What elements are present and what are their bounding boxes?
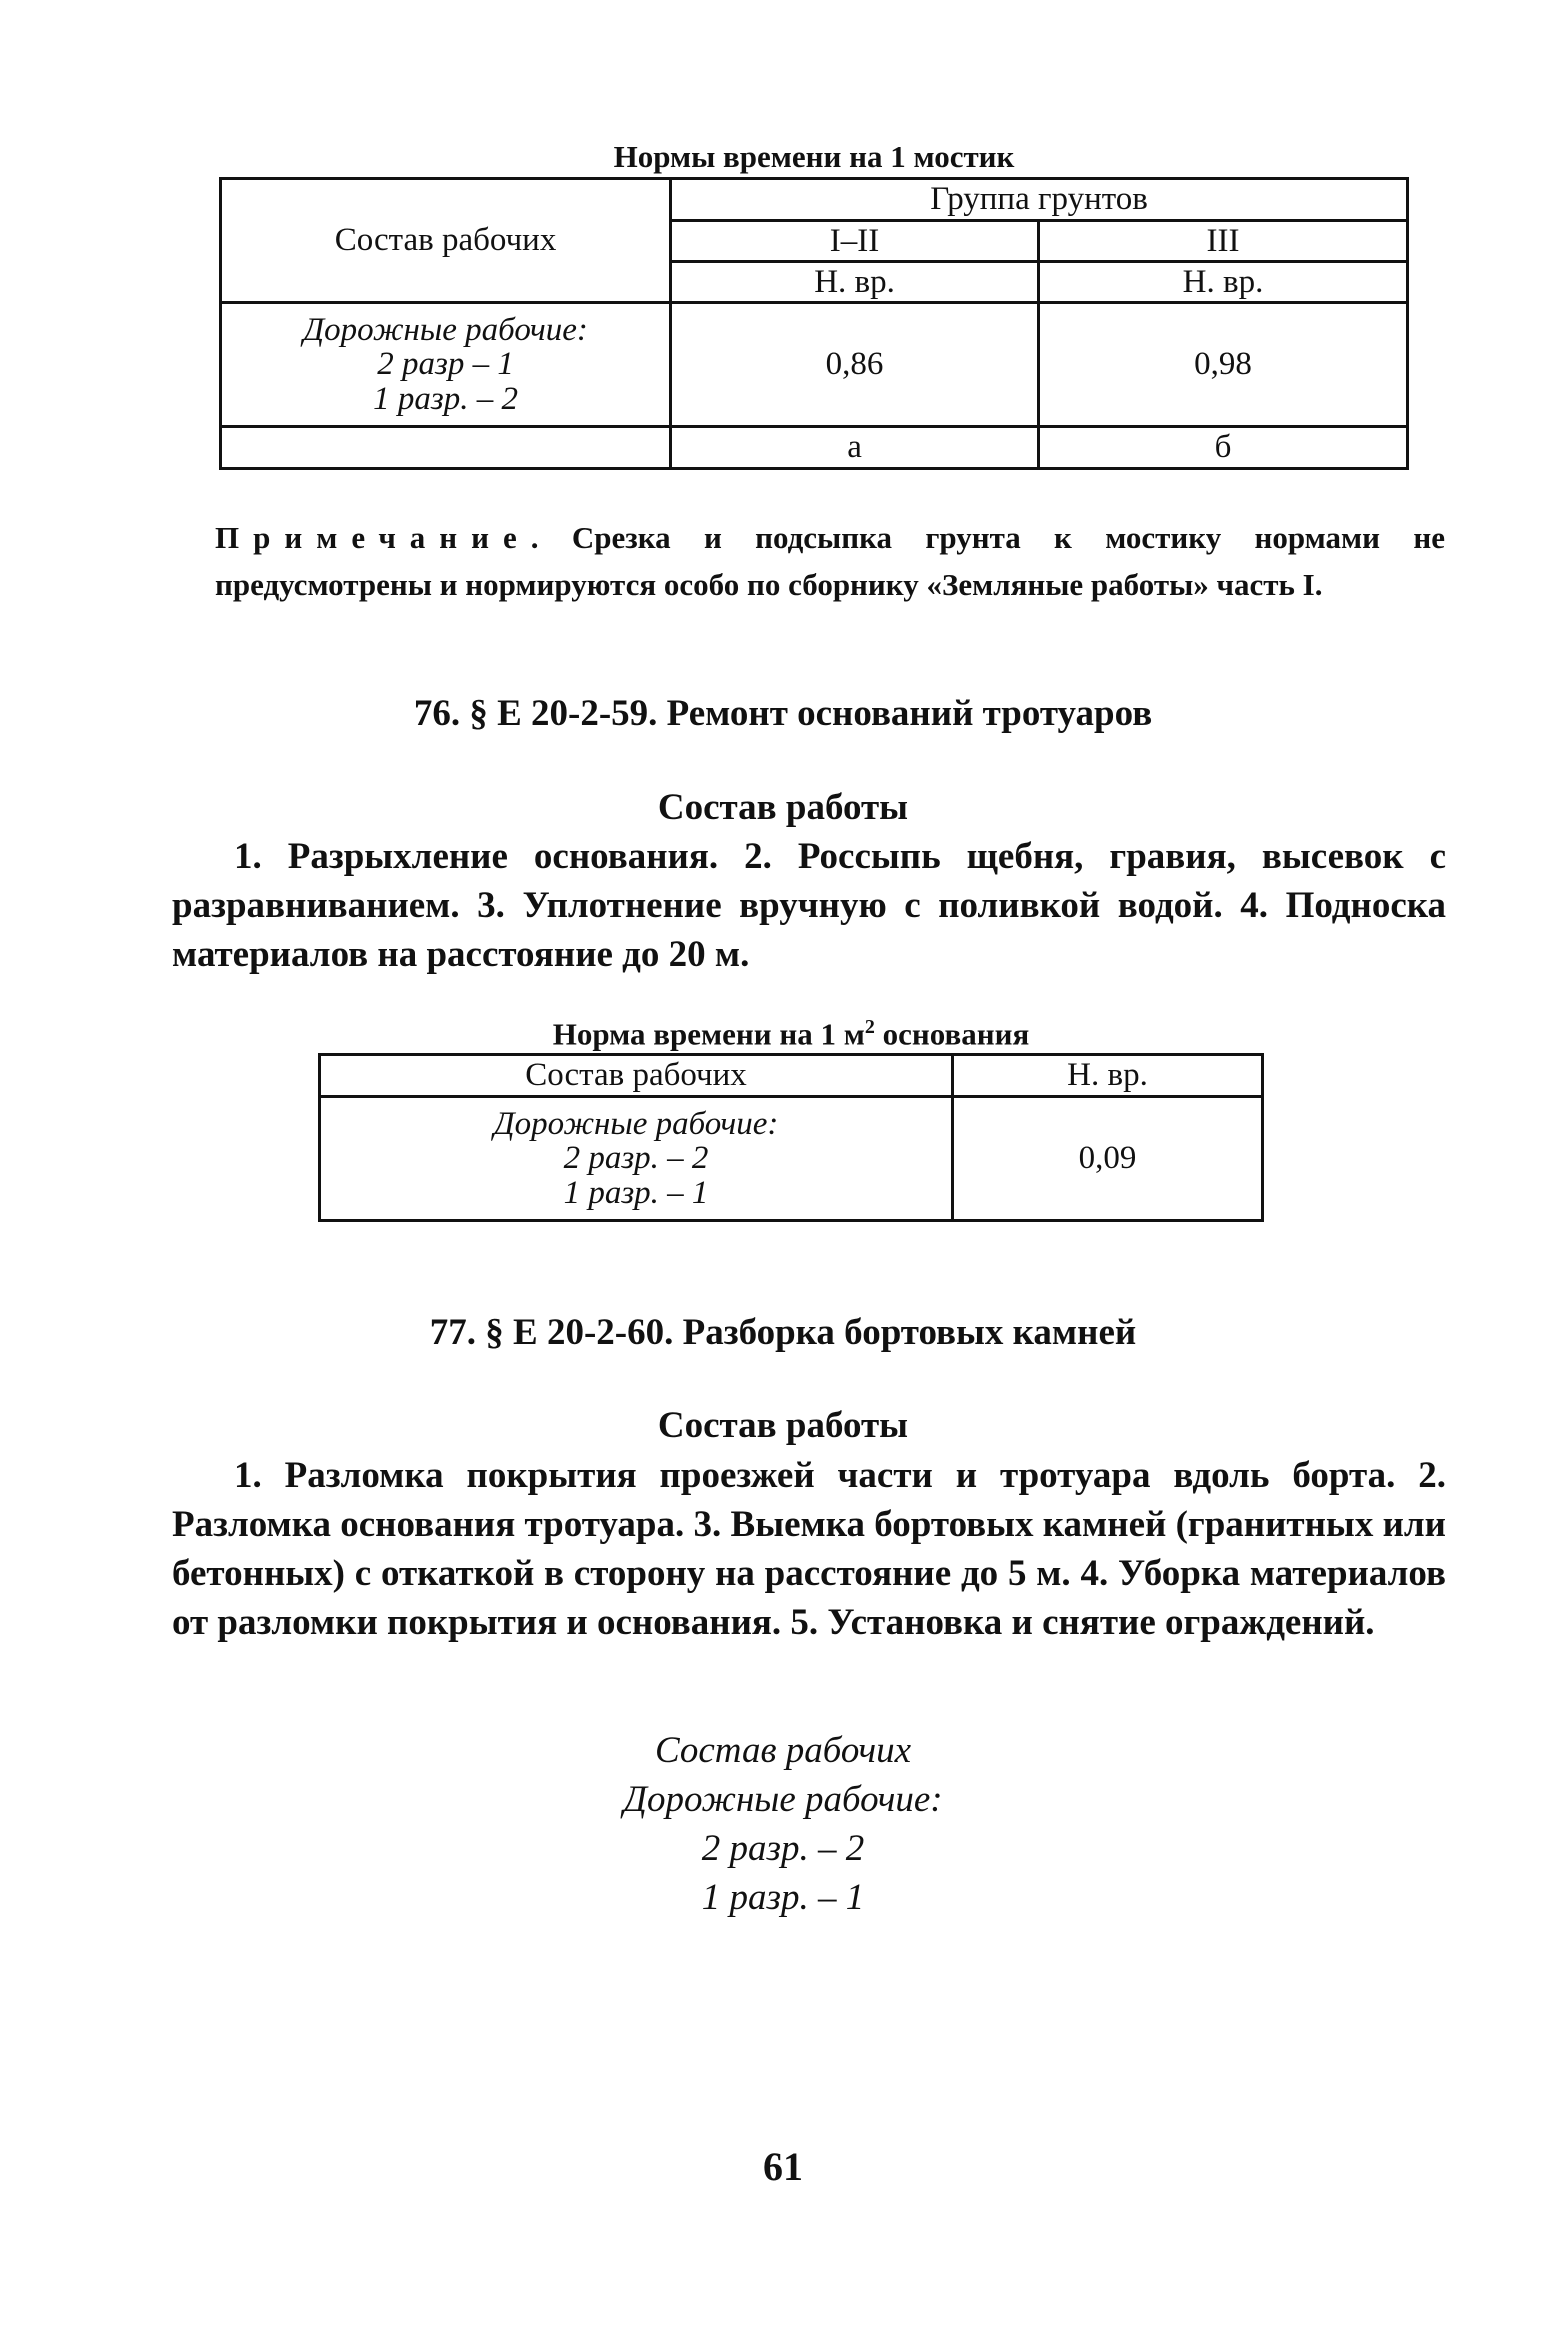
note-text: . Срезка и подсыпка грунта к мостику нормами не предусмотрены и нормируются особо по сборнику «Земляные работы» часть I. [215,520,1445,602]
table2-workers-line: 1 разр. – 1 [563,1174,709,1211]
section77-title: 77. § Е 20-2-60. Разборка бортовых камней [429,1312,1137,1353]
table1-workers-line: 2 разр – 1 [377,346,514,383]
table2 [318,1053,1264,1222]
table1-caption: Нормы времени на 1 мостик [613,139,1015,174]
table2-caption-text: Норма времени на 1 м [552,1016,865,1052]
crew-line: 1 разр. – 1 [701,1877,865,1918]
table1-header-workers: Состав рабочих [221,179,671,303]
table2-workers-cell [320,1097,953,1221]
section77-crew [0,1726,1566,1922]
table2-value: 0,09 [953,1097,1263,1221]
table2-workers-line: Дорожные рабочие: [493,1105,779,1142]
table1-value-2: 0,98 [1039,303,1408,427]
table1-workers-line: Дорожные рабочие: [303,311,588,348]
table1-letter-2: б [1039,427,1408,469]
section77-work-text: 1. Разломка покрытия проезжей части и тротуара вдоль борта. 2. Разломка основания тротуара. 3. Выемка бортовых камней (гранитных или бетонных) с откаткой в сторону на расстояние до 5 м. 4. Уборка материалов от разломки покрытия и основания. 5. Установка и снятие ограждений. [172,1455,1446,1643]
table1-empty-cell [221,427,671,469]
table1-value-1: 0,86 [671,303,1039,427]
table1-workers-line: 1 разр. – 2 [373,380,518,417]
note-paragraph [215,514,1445,608]
crew-line: Состав рабочих [654,1730,912,1771]
table1-unit-1: Н. вр. [671,262,1039,303]
section76-work-heading: Состав работы [657,787,909,828]
table2-header-norm: Н. вр. [953,1055,1263,1097]
section77-work-heading: Состав работы [657,1405,909,1446]
section76-title: 76. § Е 20-2-59. Ремонт оснований тротуаров [413,693,1153,734]
crew-line: 2 разр. – 2 [701,1828,865,1869]
table2-caption-suffix: основания [874,1016,1030,1052]
crew-line: Дорожные рабочие: [623,1779,943,1820]
table1 [219,177,1409,470]
table1-workers-cell [221,303,671,427]
note-label: Примечание [215,520,531,555]
section76-work-text: 1. Разрыхление основания. 2. Россыпь щебня, гравия, высевок с разравниванием. 3. Уплотнение вручную с поливкой водой. 4. Подноска материалов на расстояние до 20 м. [172,836,1446,975]
table1-group-1: I–II [671,221,1039,262]
table2-caption [318,1016,1264,1052]
table1-unit-2: Н. вр. [1039,262,1408,303]
table1-letter-1: а [671,427,1039,469]
table2-workers-line: 2 разр. – 2 [563,1140,709,1177]
table2-caption-sup: 2 [864,1016,875,1038]
table2-header-workers: Состав рабочих [320,1055,953,1097]
page-number: 61 [763,2144,803,2189]
table1-group-2: III [1039,221,1408,262]
table1-header-group: Группа грунтов [671,179,1408,221]
